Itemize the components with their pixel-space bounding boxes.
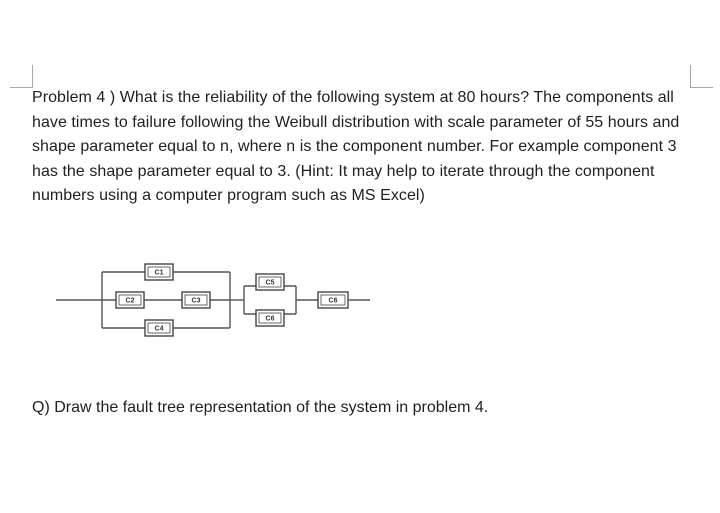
component-c6-parallel-block [256,310,284,326]
component-c3-block [182,292,210,308]
problem-4-paragraph: Problem 4 ) What is the reliability of the following system at 80 hours? The components all have times to failure following the Weibull distribution with scale parameter of 55 hours and shape parameter equal to n, where n is the component number. For example component 3 has the shape parameter equal to 3. (Hint: It may help to iterate through the component numbers using a computer program such as MS Excel) [32,89,680,204]
component-c2-label: C2 [125,297,135,305]
component-c2-block [116,292,144,308]
component-c1-label: C1 [154,269,164,277]
left-margin-corner-mark [10,65,33,88]
component-c3-label: C3 [191,297,201,305]
component-c4-label: C4 [154,325,164,333]
fault-tree-question: Q) Draw the fault tree representation of the system in problem 4. [32,399,489,416]
component-c5-block [256,274,284,290]
component-c4-block [145,320,173,336]
right-margin-corner-mark [690,65,713,88]
component-c1-block [145,264,173,280]
component-c6-series-block [318,292,348,308]
component-c5-label: C5 [265,279,275,287]
component-c6-parallel-label: C6 [265,315,275,323]
component-c6-series-label: C6 [328,297,338,305]
reliability-block-diagram [54,258,374,350]
